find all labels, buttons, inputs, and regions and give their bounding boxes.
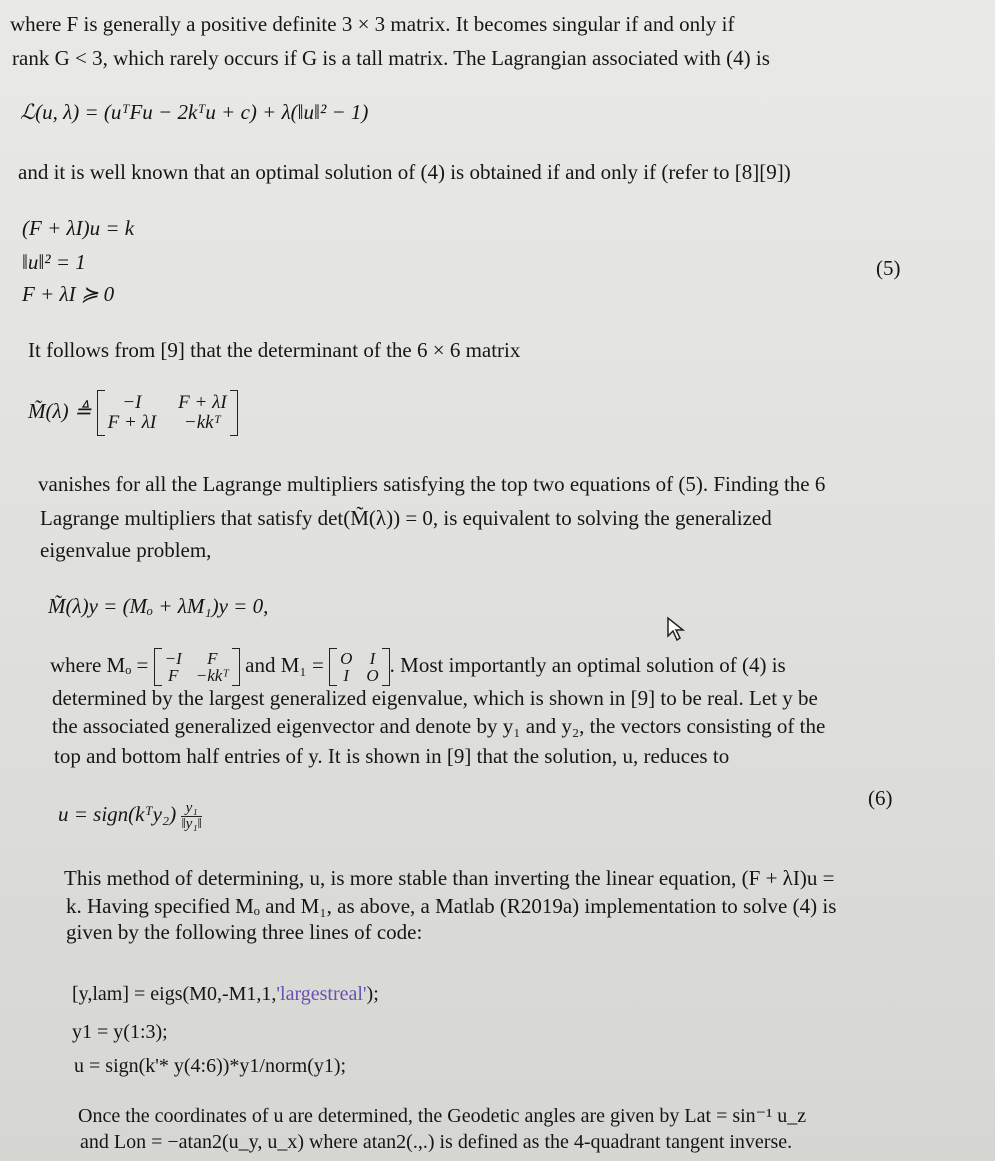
code-line-1 — [72, 980, 379, 1008]
paragraph-1-line-2: rank G < 3, which rarely occurs if G is a tall matrix. The Lagrangian associated with (4) is — [12, 46, 770, 70]
paragraph-2: and it is well known that an optimal solution of (4) is obtained if and only if (refer to [8][9]) — [18, 160, 791, 184]
matrix-m-tilde — [28, 390, 238, 436]
matrix-m1-a12: I — [369, 649, 376, 668]
paragraph-7-line-2: and Lon = −atan2(u_y, u_x) where atan2(.,.) is defined as the 4-quadrant tangent inverse. — [80, 1131, 793, 1153]
paragraph-5-line-3: the associated generalized eigenvector and denote by y₁ and y₂, the vectors consisting of the — [52, 714, 826, 738]
matrix-m0-a11: −I — [164, 649, 182, 668]
solution-equation — [58, 800, 202, 832]
paragraph-5-rest: . Most importantly an optimal solution of (4) is — [389, 652, 786, 677]
paragraph-5-line-2: determined by the largest generalized eigenvalue, which is shown in [9] to be real. Let y be — [52, 686, 818, 710]
matrix-m-a21: F + λI — [107, 412, 157, 433]
solution-denominator: ‖y₁‖ — [181, 815, 202, 832]
eigen-equation: M̃(λ)y = (Mₒ + λM₁)y = 0, — [48, 594, 269, 618]
paragraph-5-line-4: top and bottom half entries of y. It is shown in [9] that the solution, u, reduces to — [54, 744, 730, 768]
code-line-2: y1 = y(1:3); — [72, 1021, 168, 1043]
matrix-m1-a11: O — [340, 649, 353, 668]
paragraph-4-line-1: vanishes for all the Lagrange multipliers satisfying the top two equations of (5). Finding the 6 — [38, 472, 826, 496]
matrix-m-a12: F + λI — [178, 392, 227, 413]
matrix-m0-a22: −kkᵀ — [195, 666, 229, 685]
paragraph-3: It follows from [9] that the determinant of the 6 × 6 matrix — [28, 338, 521, 362]
paragraph-6-line-3: given by the following three lines of code: — [66, 920, 423, 944]
solution-lhs: u = sign(kᵀy₂) — [58, 802, 177, 826]
code-line-1-string: 'largestreal' — [276, 983, 367, 1005]
matrix-m-a11: −I — [122, 392, 142, 413]
equation-number-6: (6) — [868, 786, 893, 810]
code-line-1-post: ); — [366, 983, 379, 1005]
matrix-m-lhs: M̃(λ) ≜ — [28, 398, 92, 423]
paragraph-4-line-2: Lagrange multipliers that satisfy det(M̃(λ)) = 0, is equivalent to solving the generalized — [40, 506, 772, 530]
matrix-m0-a12: F — [207, 649, 218, 668]
solution-numerator: y₁ — [181, 801, 201, 817]
system5-line-2: ‖u‖² = 1 — [22, 250, 86, 274]
paragraph-4-line-3: eigenvalue problem, — [40, 538, 212, 562]
paragraph-5-line-1 — [50, 648, 786, 686]
paragraph-7-line-1: Once the coordinates of u are determined, the Geodetic angles are given by Lat = sin⁻¹ u_z — [78, 1105, 807, 1127]
and-m1-label: and M₁ = — [245, 652, 324, 677]
matrix-m1-a22: O — [366, 666, 379, 685]
code-line-1-pre: [y,lam] = eigs(M0,-M1,1, — [72, 983, 277, 1005]
matrix-m0-a21: F — [168, 666, 179, 685]
where-m0-label: where Mₒ = — [50, 652, 149, 677]
paragraph-6-line-1: This method of determining, u, is more stable than inverting the linear equation, (F + λI)u = — [64, 866, 835, 890]
lagrangian-equation: ℒ(u, λ) = (uᵀFu − 2kᵀu + c) + λ(‖u‖² − 1) — [20, 100, 369, 124]
matrix-m1 — [329, 648, 390, 686]
matrix-m1-a21: I — [343, 666, 350, 685]
mouse-cursor-icon — [666, 616, 688, 642]
matrix-m0 — [154, 648, 240, 686]
equation-number-5: (5) — [876, 256, 901, 280]
solution-fraction — [181, 801, 201, 832]
paragraph-1-line-1: where F is generally a positive definite 3 × 3 matrix. It becomes singular if and only if — [10, 12, 735, 36]
matrix-m-a22: −kkᵀ — [183, 412, 221, 433]
system5-line-3: F + λI ≽ 0 — [22, 282, 115, 306]
paragraph-6-line-2: k. Having specified Mₒ and M₁, as above, a Matlab (R2019a) implementation to solve (4) is — [66, 894, 837, 918]
system5-line-1: (F + λI)u = k — [22, 216, 135, 240]
matrix-m-bracket — [97, 390, 238, 436]
code-line-3: u = sign(k'* y(4:6))*y1/norm(y1); — [74, 1055, 347, 1077]
